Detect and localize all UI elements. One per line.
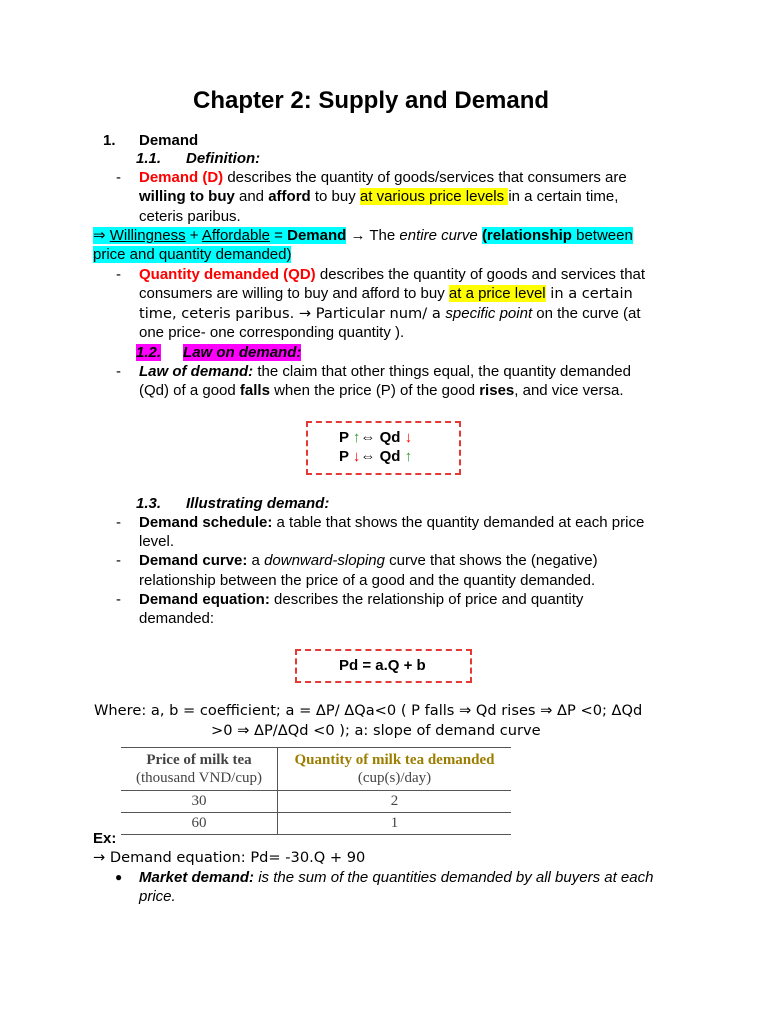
bullet-dash: - <box>116 552 121 569</box>
page-title: Chapter 2: Supply and Demand <box>193 87 550 114</box>
highlight-various-price-levels: at various price levels <box>359 188 509 205</box>
section-1-number: 1. <box>103 132 116 149</box>
summary-line-1: ⇒ Willingness + Affordable = Demand → The entire curve (relationship between <box>93 227 633 244</box>
example-label: Ex: <box>93 830 117 847</box>
quantity-column-header: Quantity of milk tea demanded (cup(s)/day) <box>278 748 512 791</box>
law-line-2: (Qd) of a good falls when the price (P) of the good rises, and vice versa. <box>139 382 624 399</box>
section-1-3-number: 1.3. <box>136 495 162 512</box>
summary-line-2: price and quantity demanded) <box>93 246 292 263</box>
arrow-up-icon: ↑ <box>404 448 413 465</box>
schedule-line-1: Demand schedule: a table that shows the quantity demanded at each price <box>139 514 645 531</box>
market-demand-line-2: price. <box>139 888 176 905</box>
section-1-2-heading: 1.2. Law on demand: <box>136 344 302 361</box>
qd-definition-line-2: consumers are willing to buy and afford to buy at a price level in a certain <box>139 285 633 302</box>
example-equation: → Demand equation: Pd= -30.Q + 90 <box>93 849 366 866</box>
where-line-2: >0 ⇒ ΔP/ΔQd <0 ); a: slope of demand curve <box>211 722 541 739</box>
demand-definition-line-1: Demand (D) describes the quantity of goods/services that consumers are <box>139 169 627 186</box>
qd-definition-line-3: time, ceteris paribus. → Particular num/ a specific point on the curve (at <box>139 305 641 322</box>
demand-definition-line-3: ceteris paribus. <box>139 208 241 225</box>
highlight-at-a-price-level: at a price level <box>448 285 546 302</box>
equation-line-2: demanded: <box>139 610 215 627</box>
price-cell: 30 <box>121 791 278 813</box>
demand-equation-formula: Pd = a.Q + b <box>339 657 426 674</box>
equation-line-1: Demand equation: describes the relationship of price and quantity <box>139 591 584 608</box>
arrow-up-icon: ↑ <box>352 429 361 446</box>
bullet-dash: - <box>116 514 121 531</box>
table-header-row <box>121 748 511 791</box>
curve-line-2: relationship between the price of a good and the quantity demanded. <box>139 572 596 589</box>
bullet-dash: - <box>116 363 121 380</box>
qd-definition-line-1: Quantity demanded (QD) describes the quantity of goods and services that <box>139 266 646 283</box>
schedule-line-2: level. <box>139 533 175 550</box>
milk-tea-demand-table <box>121 747 511 835</box>
law-box-line-2: P ↓⇔ Qd ↑ <box>339 448 413 465</box>
table-row <box>121 791 511 813</box>
law-box-line-1: P ↑⇔ Qd ↓ <box>339 429 413 446</box>
section-1-heading: Demand <box>139 132 199 149</box>
qd-definition-line-4: one price- one corresponding quantity ). <box>139 324 405 341</box>
price-cell: 60 <box>121 813 278 835</box>
market-demand-line-1: Market demand: is the sum of the quantities demanded by all buyers at each <box>139 869 654 886</box>
bullet-dash: - <box>116 266 121 283</box>
curve-line-1: Demand curve: a downward-sloping curve that shows the (negative) <box>139 552 598 569</box>
section-1-1-number: 1.1. <box>136 150 162 167</box>
quantity-cell: 2 <box>278 791 512 813</box>
bullet-dot: ● <box>115 870 123 884</box>
section-1-3-heading: Illustrating demand: <box>186 495 330 512</box>
table-row <box>121 813 511 835</box>
bullet-dash: - <box>116 591 121 608</box>
price-column-header: Price of milk tea (thousand VND/cup) <box>121 748 278 791</box>
law-line-1: Law of demand: the claim that other things equal, the quantity demanded <box>139 363 631 380</box>
arrow-down-icon: ↓ <box>352 448 361 465</box>
bullet-dash: - <box>116 169 121 186</box>
quantity-cell: 1 <box>278 813 512 835</box>
demand-definition-line-2: willing to buy and afford to buy at various price levels in a certain time, <box>139 188 619 205</box>
section-1-1-heading: Definition: <box>186 150 261 167</box>
demand-term: Demand (D) <box>139 169 224 186</box>
quantity-demanded-term: Quantity demanded (QD) <box>139 266 316 283</box>
where-line-1: Where: a, b = coefficient; a = ΔP/ ΔQa<0 ( P falls ⇒ Qd rises ⇒ ΔP <0; ΔQd <box>94 702 643 719</box>
arrow-down-icon: ↓ <box>404 429 413 446</box>
